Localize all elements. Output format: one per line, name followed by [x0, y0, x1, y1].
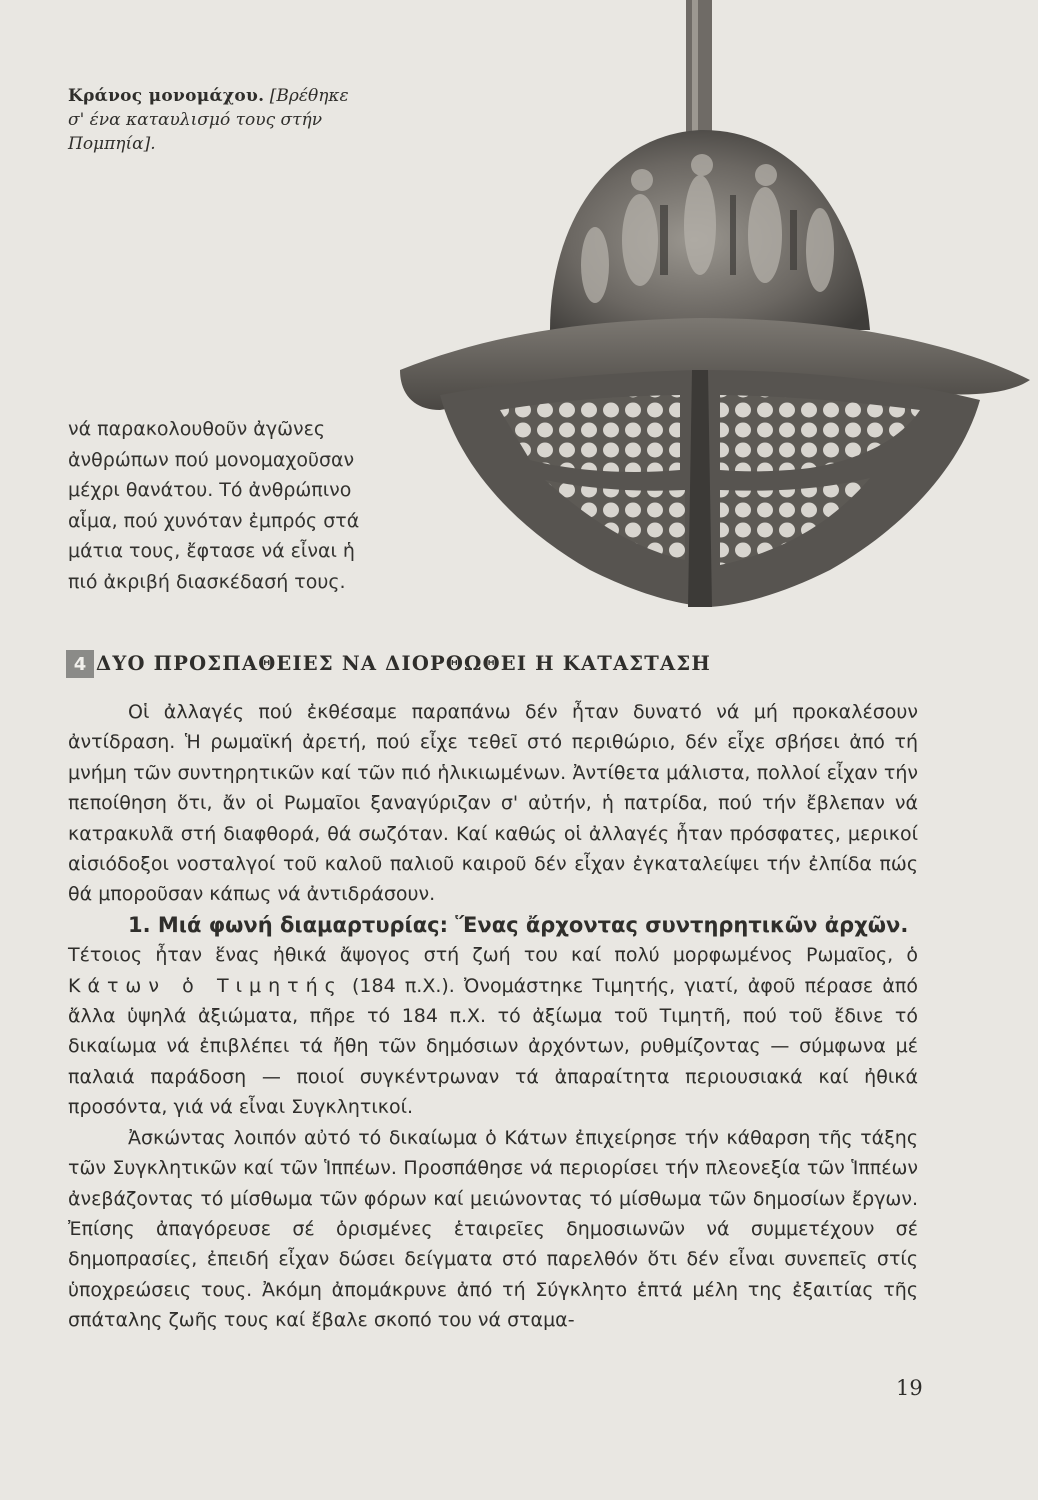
- caption-note: [Βρέθηκε σ' ένα καταυλισμό τους στήν Πομπηία].: [68, 86, 349, 154]
- figure-caption: [68, 84, 368, 156]
- paragraph-2-start: Τέτοιος ἦταν ἕνας ἠθικά ἄψογος στή ζωή του καί πολύ μορφωμένος Ρωμαῖος, ὁ: [68, 944, 918, 967]
- gladiator-helmet-image: [380, 0, 1038, 620]
- section-number-badge: 4: [66, 650, 94, 678]
- paragraph-2: [68, 940, 918, 1122]
- page-number: 19: [896, 1376, 923, 1400]
- caption-title: Κράνος μονομάχου.: [68, 86, 265, 106]
- intro-paragraph: [68, 414, 388, 597]
- body-text: [68, 697, 918, 1336]
- paragraph-2-rest: (184 π.Χ.). Ὀνομάστηκε Τιμητής, γιατί, ἀφοῦ πέρασε ἀπό ἄλλα ὑψηλά ἀξιώματα, πῆρε τό 184 π.Χ. τό ἀξίωμα τοῦ Τιμητῆ, πού τοῦ ἔδινε τό δικαίωμα νά ἐπιβλέπει τά ἤθη τῶν δημόσιων ἀρχόντων, ρυθμίζοντας — σύμφωνα μέ παλαιά παράδοση — ποιοί συγκέντρωναν τά ἀπαραίτητα περιουσιακά καί ἠθικά προσόντα, γιά νά εἶναι Συγκλητικοί.: [68, 974, 918, 1119]
- person-name: Κάτων ὁ Τιμητής: [68, 974, 343, 997]
- section-title: ΔΥΟ ΠΡΟΣΠΑΘΕΙΕΣ ΝΑ ΔΙΟΡΘΩΘΕΙ Η ΚΑΤΑΣΤΑΣΗ: [96, 652, 711, 675]
- paragraph-1: Οἱ ἀλλαγές πού ἐκθέσαμε παραπάνω δέν ἦταν δυνατό νά μή προκαλέσουν ἀντίδραση. Ἡ ρωμαϊκή ἀρετή, πού εἶχε τεθεῖ στό περιθώριο, δέν εἶχε σβήσει ἀπό τή μνήμη τῶν συντηρητικῶν καί τῶν πιό ἡλικιωμένων. Ἀντίθετα μάλιστα, πολλοί εἶχαν τήν πεποίθηση ὅτι, ἄν οἱ Ρωμαῖοι ξαναγύριζαν σ' αὐτήν, ἡ πατρίδα, πού τήν ἔβλεπαν νά κατρακυλᾶ στή διαφθορά, θά σωζόταν. Καί καθώς οἱ ἀλλαγές ἦταν πρόσφατες, μερικοί αἰσιόδοξοι νοσταλγοί τοῦ καλοῦ παλιοῦ καιροῦ δέν εἶχαν ἐγκαταλείψει τήν ἐλπίδα πώς θά μποροῦσαν κάπως νά ἀντιδράσουν.: [68, 701, 918, 906]
- subsection-heading: 1. Μιά φωνή διαμαρτυρίας: Ἕνας ἄρχοντας συντηρητικῶν ἀρχῶν.: [128, 912, 909, 937]
- intro-text: νά παρακολουθοῦν ἀγῶνες ἀνθρώπων πού μονομαχοῦσαν μέχρι θανάτου. Τό ἀνθρώπινο αἷμα, πού χυνόταν ἐμπρός στά μάτια τους, ἔφτασε νά εἶναι ἡ πιό ἀκριβή διασκέδασή τους.: [68, 418, 360, 593]
- paragraph-3: Ἀσκώντας λοιπόν αὐτό τό δικαίωμα ὁ Κάτων ἐπιχείρησε τήν κάθαρση τῆς τάξης τῶν Συγκλητικῶν καί τῶν Ἱππέων. Προσπάθησε νά περιορίσει τήν πλεονεξία τῶν Ἱππέων ἀνεβάζοντας τό μίσθωμα τῶν φόρων καί μειώνοντας τό μίσθωμα τῶν δημοσίων ἔργων. Ἐπίσης ἀπαγόρευσε σέ ὁρισμένες ἑταιρεῖες δημοσιωνῶν νά συμμετέχουν σέ δημοπρασίες, ἐπειδή εἶχαν δώσει δείγματα στό παρελθόν ὅτι δέν εἶναι συνεπεῖς στίς ὑποχρεώσεις τους. Ἀκόμη ἀπομάκρυνε ἀπό τή Σύγκλητο ἑπτά μέλη της ἐξαιτίας τῆς σπάταλης ζωῆς τους καί ἔβαλε σκοπό του νά σταμα-: [68, 1126, 918, 1332]
